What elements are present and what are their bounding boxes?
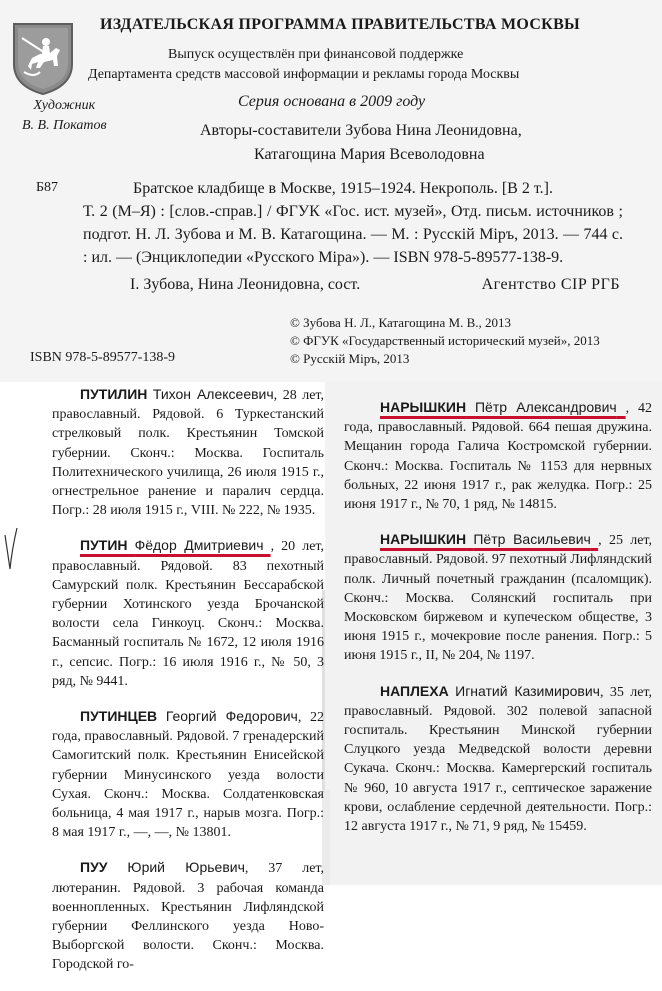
copyright-line: © Зубова Н. Л., Катагощина М. В., 2013 <box>290 315 511 330</box>
bib-line-1: Братское кладбище в Москве, 1915–1924. Некрополь. [В 2 т.]. <box>133 180 553 197</box>
artist-credit <box>22 96 107 136</box>
entry-surname: НАРЫШКИН <box>380 399 467 415</box>
entry-given-name: Фёдор Дмитриевич <box>134 537 264 554</box>
entry-putin <box>52 536 324 691</box>
entry-given-name: Пётр Александрович <box>474 399 617 415</box>
cip-agency: Агентство CIP РГБ <box>481 276 620 293</box>
left-column <box>52 385 324 991</box>
bibliographic-record <box>83 177 623 269</box>
entry-given-name: Юрий Юрьевич <box>127 859 245 876</box>
entry-text: , 37 лет, лютеранин. Рядовой. 3 рабочая команда военнопленных. Крестьянин Лифляндской губернии Феллинского уезда Ново-Выборгской волости. Сконч.: Москва. Городской го- <box>52 861 324 973</box>
entry-naplekha <box>344 682 652 837</box>
bib-rest: Т. 2 (М–Я) : [слов.-справ.] / ФГУК «Гос. ист. музей», Отд. письм. источников ; подгот. Н. Л. Зубова и М. В. Катагощина. — М. : Русскій Міръ, 2013. — 744 с. : ил. — (Энциклопедии «Русского Міра»). — ISBN 978-5-89577-138-9. <box>83 203 623 266</box>
series-note: Серия основана в 2009 году <box>238 93 426 110</box>
moscow-coat-of-arms-icon <box>10 20 76 96</box>
entry-surname: ПУУ <box>80 859 108 876</box>
entry-surname: ПУТИНЦЕВ <box>80 708 158 725</box>
artist-name: В. В. Покатов <box>22 118 107 133</box>
authors-line-2: Катагощина Мария Всеволодовна <box>254 146 485 163</box>
entry-naryshkin-alexandrovich <box>344 398 652 514</box>
entry-putilin <box>52 385 324 520</box>
funding-line-2: Департамента средств массовой информации и рекламы города Москвы <box>88 67 520 82</box>
entry-surname: ПУТИЛИН <box>80 386 148 402</box>
entry-given-name: Пётр Васильевич <box>473 531 591 548</box>
authors-line-1: Авторы-составители Зубова Нина Леонидовна, <box>200 122 522 139</box>
publisher-program-title: ИЗДАТЕЛЬСКАЯ ПРОГРАММА ПРАВИТЕЛЬСТВА МОСКВЫ <box>100 16 581 33</box>
entry-puu <box>52 858 324 974</box>
isbn: ISBN 978-5-89577-138-9 <box>30 350 176 365</box>
entry-text: , 20 лет, православный. Рядовой. 83 пехотный Самурский полк. Крестьянин Бессарабской губернии Хотинского уезда Брочанской волости села Гинкоуц. Сконч.: Москва. Басманный госпиталь № 1672, 12 июля 1916 г., сепсис. Погр.: 16 июля 1916 г., № 50, 3 ряд, № 9441. <box>52 539 324 689</box>
copyright-line: © ФГУК «Государственный исторический музей», 2013 <box>290 333 600 348</box>
entry-text: , 28 лет, православный. Рядовой. 6 Туркестанский стрелковый полк. Крестьянин Томской губернии. Сконч.: Москва. Госпиталь Политехнического училища, 26 июля 1915 г., огнестрельное ранение и паралич сердца. Погр.: 28 июля 1915 г., VIII. № 222, № 1935. <box>52 388 324 519</box>
entry-given-name: Георгий Федорович <box>165 708 298 725</box>
library-code: Б87 <box>36 180 59 195</box>
right-column <box>344 398 652 852</box>
entry-surname: НАПЛЕХА <box>380 682 449 699</box>
entry-text: , 42 года, православный. Рядовой. 664 пешая дружина. Мещанин города Галича Костромской губернии. Сконч.: Москва. Госпиталь № 1153 для нервных больных, 22 июня 1917 г., рак желудка. Погр.: 25 июня 1917 г., № 70, 1 ряд, № 14815. <box>344 401 653 513</box>
entry-given-name: Игнатий Казимирович <box>455 682 600 699</box>
entry-surname: ПУТИН <box>80 537 128 554</box>
copyright-line: © Русскій Міръ, 2013 <box>290 351 410 366</box>
entry-text: , 25 лет, православный. Рядовой. 97 пехотный Лифляндский полк. Личный почетный гражданин (псаломщик). Сконч.: Москва. Солянский госпиталь при Московском биржевом и купеческом обществе, 3 июня 1915 г., мочекровие после ранения. Погр.: 5 июня 1915 г., II, № 204, № 1197. <box>344 533 652 664</box>
entry-text: , 35 лет, православный. Рядовой. 302 полевой запасной госпиталь. Крестьянин Минской губернии Слуцкого уезда Медведской волости деревни Сукача. Сконч.: Москва. Камергерский госпиталь № 960, 10 августа 1917 г., септическое заражение крови, ослабление сердечной деятельности. Погр.: 12 августа 1917 г., № 71, 9 ряд, № 15459. <box>344 684 652 835</box>
entry-naryshkin-vasilievich <box>344 530 652 665</box>
copyright-block <box>290 314 600 368</box>
handwritten-checkmark-icon <box>3 525 19 573</box>
authors-block <box>200 119 522 167</box>
entry-given-name: Тихон Алексеевич <box>152 386 274 402</box>
entry-putintsev <box>52 707 324 842</box>
artist-role: Художник <box>33 98 96 113</box>
indexer-entry: I. Зубова, Нина Леонидовна, сост. <box>130 276 361 293</box>
funding-line-1: Выпуск осуществлён при финансовой поддержке <box>168 47 464 62</box>
bib-indexer-line <box>130 276 620 294</box>
entry-text: , 22 года, православный. Рядовой. 7 гренадерский Самогитский полк. Крестьянин Енисейской губернии Минусинского уезда волости Сухая. Сконч.: Москва. Солдатенковская больница, 4 мая 1917 г., нарыв мозга. Погр.: 8 мая 1917 г., —, —, № 13801. <box>52 710 325 841</box>
entry-surname: НАРЫШКИН <box>380 531 467 548</box>
